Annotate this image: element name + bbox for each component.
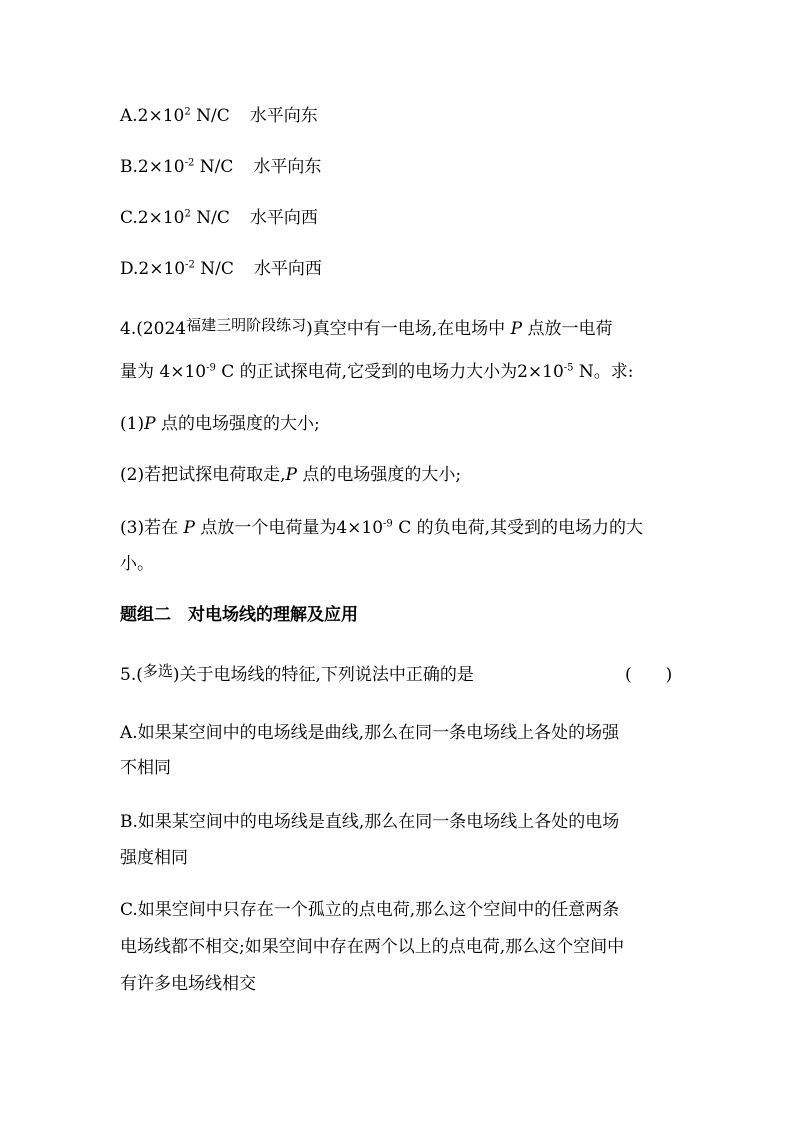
q4-sub2: (2)若把试探电荷取走,P 点的电场强度的大小; [120,465,462,485]
q3-option-b: $B.2\times 10^{-2}$ N/C 水平向东 [120,157,322,177]
q4-stem-line1: 4.(2024福建三明阶段练习)真空中有一电场,在电场中 P 点放一电荷 [120,316,613,339]
q4-stem-line2: 量为 $4\times 10^{-9}$ C 的正试探电荷,它受到的电场力大小为$2\times 10^{-5}$ N。求: [120,362,634,382]
q5-option-a-line2: 不相同 [120,758,171,778]
q5-tag: 多选 [142,662,173,680]
q5-option-a-line1: A.如果某空间中的电场线是曲线,那么在同一条电场线上各处的场强 [120,723,620,743]
q4-sub3-line1: (3)若在 P 点放一个电荷量为$4\times 10^{-9}$ C 的负电荷,其受到的电场力的大 [120,518,644,538]
q5-answer-parens: ( ) [625,665,673,685]
q5-stem: 5.(多选)关于电场线的特征,下列说法中正确的是 [120,662,474,685]
q5-option-c-line1: C.如果空间中只存在一个孤立的点电荷,那么这个空间中的任意两条 [120,900,620,920]
q5-option-b-line2: 强度相同 [120,848,188,868]
section-heading: 题组二 对电场线的理解及应用 [120,605,358,625]
q4-source: 福建三明阶段练习 [186,316,307,334]
q5-option-c-line3: 有许多电场线相交 [120,974,256,994]
q3-option-d: $D.2\times 10^{-2}$ N/C 水平向西 [120,259,322,279]
q3-option-c: $C.2\times 10^2$ N/C 水平向西 [120,208,318,228]
q3-option-a: $A.2\times 10^2$ N/C 水平向东 [120,106,318,126]
q4-sub1: (1)P 点的电场强度的大小; [120,414,320,434]
q4-sub3-line2: 小。 [120,554,154,574]
q5-option-b-line1: B.如果某空间中的电场线是直线,那么在同一条电场线上各处的电场 [120,812,620,832]
q5-option-c-line2: 电场线都不相交;如果空间中存在两个以上的点电荷,那么这个空间中 [120,937,625,957]
